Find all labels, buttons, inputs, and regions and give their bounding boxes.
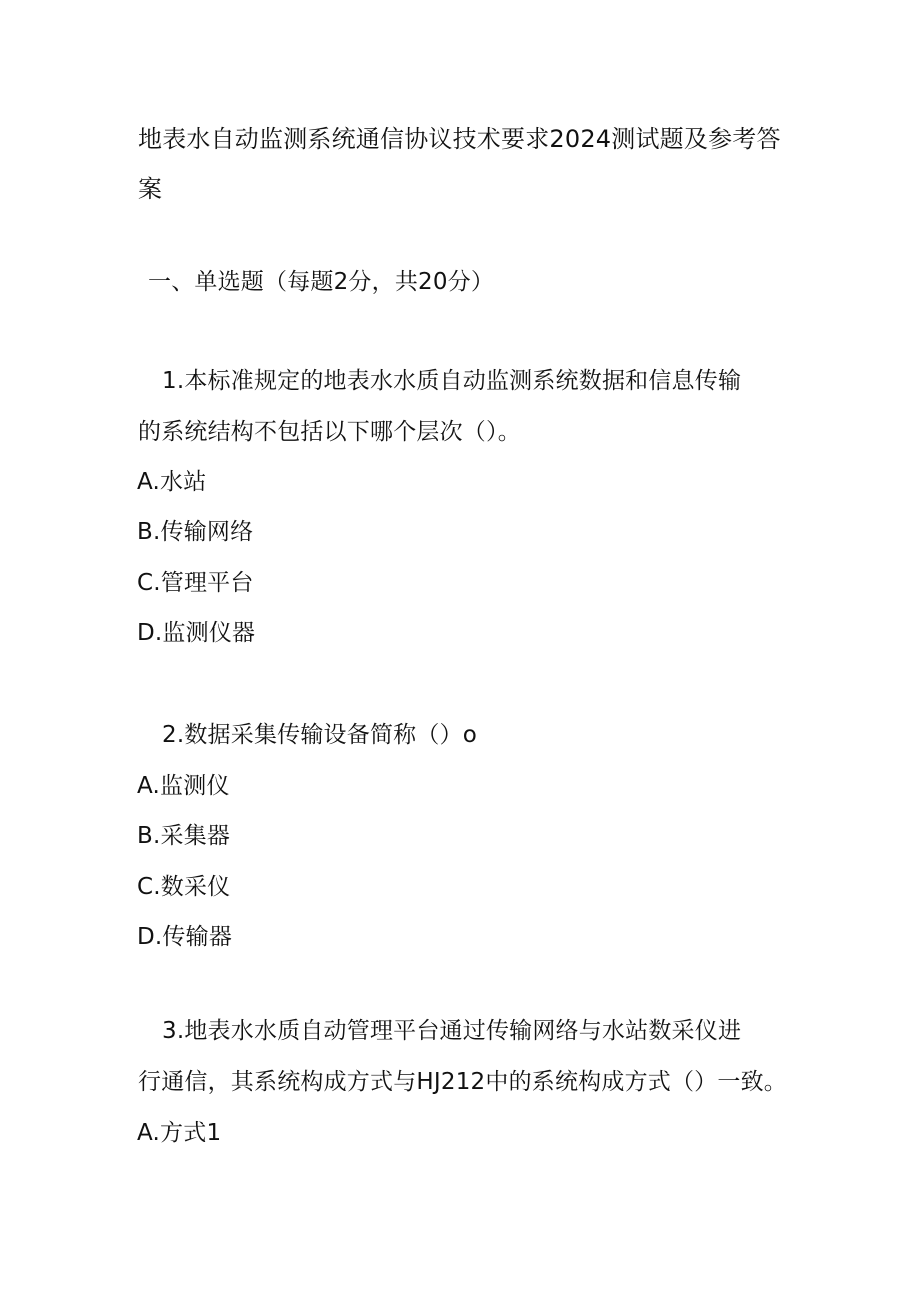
question-2-option-b: B.采集器 [137,823,231,849]
question-1-option-d: D.监测仪器 [137,620,256,646]
question-1-stem-line-1: 1.本标准规定的地表水水质自动监测系统数据和信息传输 [162,368,742,394]
question-3-stem-line-2: 行通信，其系统构成方式与HJ212中的系统构成方式（）一致。 [138,1069,787,1095]
document-title-line-1: 地表水自动监测系统通信协议技术要求2024测试题及参考答 [138,125,781,153]
question-3-stem-line-1: 3.地表水水质自动管理平台通过传输网络与水站数采仪进 [162,1018,742,1044]
section-heading: 一、单选题（每题2分，共20分） [148,269,495,295]
document-title-line-2: 案 [138,175,163,203]
question-1-option-b: B.传输网络 [137,519,254,545]
question-2-option-d: D.传输器 [137,924,233,950]
question-2-option-c: C.数采仪 [137,874,231,900]
question-1-option-a: A.水站 [137,469,207,495]
question-3-option-a: A.方式1 [137,1120,222,1146]
question-1-stem-line-2: 的系统结构不包括以下哪个层次（）。 [138,419,521,445]
question-2-option-a: A.监测仪 [137,773,230,799]
question-2-stem-line-1: 2.数据采集传输设备简称（）o [162,722,478,748]
question-1-option-c: C.管理平台 [137,570,254,596]
